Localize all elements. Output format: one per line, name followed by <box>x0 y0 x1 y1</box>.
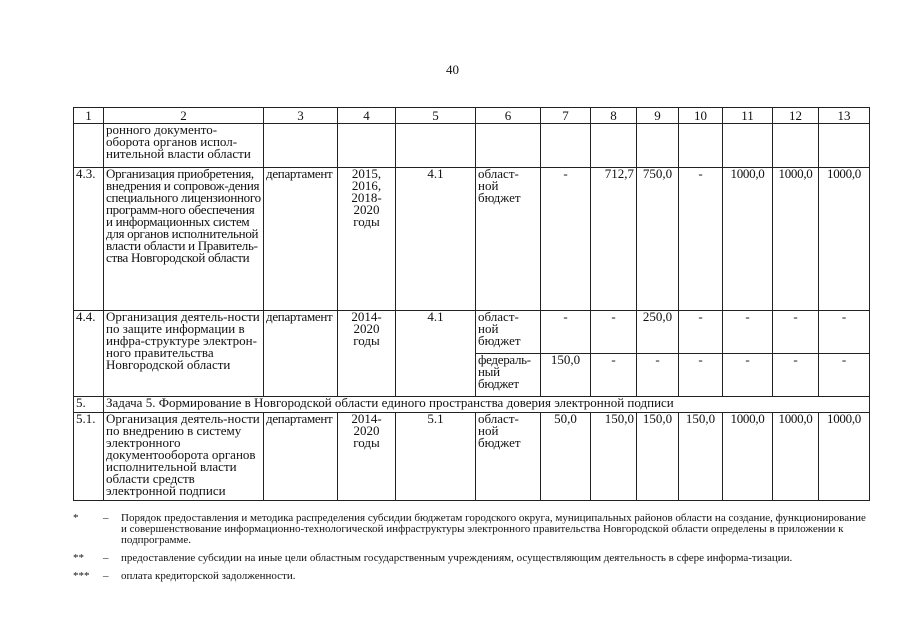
value-cell: 1000,0 <box>819 168 870 311</box>
target-indicator: 4.1 <box>396 168 476 311</box>
funding-source: област-ной бюджет <box>476 311 541 354</box>
table-row-continued <box>74 124 870 168</box>
value-cell: 50,0 <box>541 413 591 501</box>
header-cell: 13 <box>819 108 870 124</box>
header-cell: 6 <box>476 108 541 124</box>
value-cell: - <box>541 311 591 354</box>
value-cell: 150,0 <box>541 354 591 397</box>
value-cell: - <box>773 311 819 354</box>
executor: департамент <box>264 413 338 501</box>
value-cell: 1000,0 <box>819 413 870 501</box>
value-cell: 1000,0 <box>773 413 819 501</box>
activity-name: Организация деятель-ности по внедрению в систему электронного документооборота органов исполнительной власти области средств электронной подписи <box>104 413 264 501</box>
value-cell: 150,0 <box>679 413 723 501</box>
years: 2014-2020 годы <box>338 413 396 501</box>
value-cell: - <box>679 168 723 311</box>
header-cell: 9 <box>637 108 679 124</box>
value-cell: - <box>773 354 819 397</box>
value-cell: 750,0 <box>637 168 679 311</box>
value-cell: - <box>541 168 591 311</box>
table-row-5-1 <box>74 413 870 501</box>
target-indicator: 4.1 <box>396 311 476 397</box>
task-title: Задача 5. Формирование в Новгородской области единого пространства доверия электронной подписи <box>104 397 870 413</box>
header-row <box>74 108 870 124</box>
header-cell: 8 <box>591 108 637 124</box>
funding-source: федераль-ный бюджет <box>476 354 541 397</box>
footnote <box>73 553 869 564</box>
row-number: 4.3. <box>74 168 104 311</box>
header-cell: 4 <box>338 108 396 124</box>
page-number: 40 <box>446 62 459 77</box>
header-cell: 3 <box>264 108 338 124</box>
value-cell: 150,0 <box>591 413 637 501</box>
footnote <box>73 571 869 582</box>
value-cell: 1000,0 <box>773 168 819 311</box>
value-cell: - <box>679 354 723 397</box>
footnote <box>73 513 869 546</box>
funding-source: област-ной бюджет <box>476 168 541 311</box>
value-cell: - <box>723 354 773 397</box>
value-cell: 150,0 <box>637 413 679 501</box>
table-row-4-3 <box>74 168 870 311</box>
value-cell: 250,0 <box>637 311 679 354</box>
row-number: 5.1. <box>74 413 104 501</box>
footnote-text: Порядок предоставления и методика распределения субсидии бюджетам городского округа, муниципальных районов области на создание, функционирование и совершенствование информационно-технологической инфраструктуры электронного правительства Новгородской области определены в приложении к подпрограмме. <box>121 512 866 546</box>
task-number: 5. <box>74 397 104 413</box>
activity-name: ронного документо-оборота органов испол-нительной власти области <box>104 124 264 168</box>
footnote-dash: – <box>103 552 109 564</box>
footnote-dash: – <box>103 570 109 582</box>
target-indicator: 5.1 <box>396 413 476 501</box>
program-table <box>73 107 870 501</box>
years: 2014-2020 годы <box>338 311 396 397</box>
activity-name: Организация приобретения, внедрения и сопровож-дения специального лицензионного программ-ного обеспечения и информационных систем для органов исполнительной власти области и Правитель-ства Новгородской области <box>104 168 264 311</box>
footnote-dash: – <box>103 512 109 524</box>
footnotes <box>73 513 869 589</box>
table-row-4-4 <box>74 311 870 354</box>
value-cell: 712,7 <box>591 168 637 311</box>
footnote-mark: ** <box>73 552 84 564</box>
funding-source: област-ной бюджет <box>476 413 541 501</box>
footnote-text: предоставление субсидии на иные цели областным государственным учреждениям, осуществляющим деятельность в сфере информа-тизации. <box>121 552 793 564</box>
years: 2015, 2016, 2018-2020 годы <box>338 168 396 311</box>
footnote-mark: *** <box>73 570 90 582</box>
value-cell: - <box>591 311 637 354</box>
activity-name: Организация деятель-ности по защите информации в инфра-структуре электрон-ного правительства Новгородской области <box>104 311 264 397</box>
header-cell: 1 <box>74 108 104 124</box>
footnote-mark: * <box>73 512 79 524</box>
header-cell: 12 <box>773 108 819 124</box>
header-cell: 11 <box>723 108 773 124</box>
value-cell: - <box>819 354 870 397</box>
value-cell: - <box>679 311 723 354</box>
header-cell: 7 <box>541 108 591 124</box>
header-cell: 5 <box>396 108 476 124</box>
executor: департамент <box>264 168 338 311</box>
value-cell: 1000,0 <box>723 413 773 501</box>
value-cell: - <box>591 354 637 397</box>
header-cell: 10 <box>679 108 723 124</box>
value-cell: 1000,0 <box>723 168 773 311</box>
task-row <box>74 397 870 413</box>
row-number: 4.4. <box>74 311 104 397</box>
value-cell: - <box>637 354 679 397</box>
executor: департамент <box>264 311 338 397</box>
footnote-text: оплата кредиторской задолженности. <box>121 570 296 582</box>
header-cell: 2 <box>104 108 264 124</box>
value-cell: - <box>723 311 773 354</box>
value-cell: - <box>819 311 870 354</box>
